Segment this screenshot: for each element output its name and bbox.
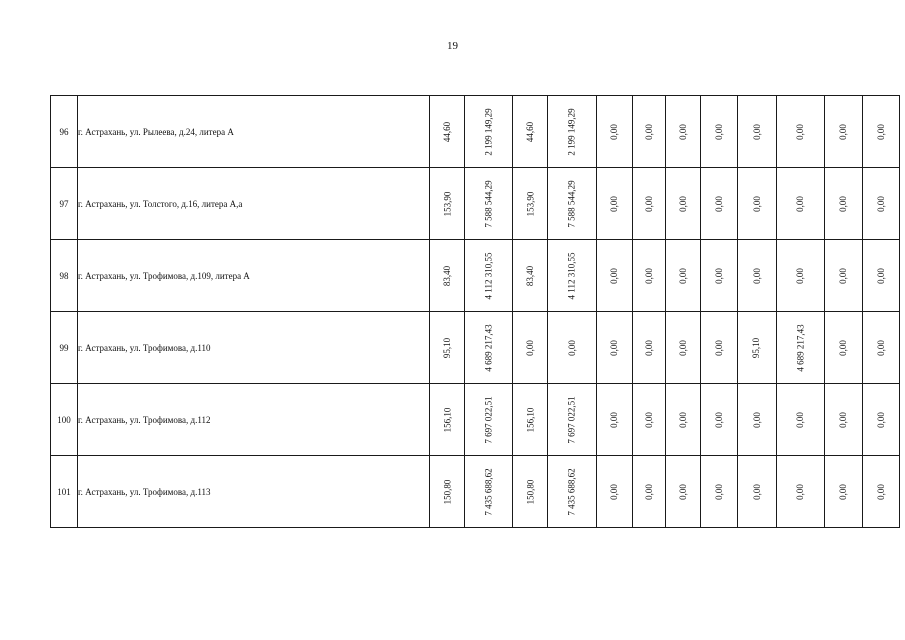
value-cell — [665, 312, 700, 384]
value-cell — [548, 456, 596, 528]
value-cell — [548, 168, 596, 240]
value-text: 2 199 149,29 — [483, 107, 494, 156]
value-text: 0,00 — [795, 123, 806, 140]
value-cell — [824, 384, 862, 456]
address-cell: г. Астрахань, ул. Трофимова, д.109, литера А — [78, 240, 430, 312]
value-cell — [430, 168, 465, 240]
value-cell — [665, 384, 700, 456]
address-cell: г. Астрахань, ул. Рылеева, д.24, литера А — [78, 96, 430, 168]
value-cell — [465, 240, 513, 312]
value-cell — [776, 456, 824, 528]
value-cell — [737, 96, 776, 168]
value-cell — [776, 312, 824, 384]
value-cell — [737, 384, 776, 456]
value-cell — [596, 456, 632, 528]
value-cell — [430, 312, 465, 384]
value-cell — [824, 96, 862, 168]
value-cell — [430, 96, 465, 168]
value-cell — [700, 456, 737, 528]
value-text: 0,00 — [677, 411, 688, 428]
value-text: 0,00 — [838, 195, 849, 212]
table-row — [51, 384, 900, 456]
value-cell — [513, 168, 548, 240]
value-text: 4 689 217,43 — [483, 323, 494, 372]
value-text: 0,00 — [609, 123, 619, 140]
value-cell — [665, 168, 700, 240]
value-text: 0,00 — [838, 123, 849, 140]
value-cell — [737, 240, 776, 312]
value-text: 0,00 — [713, 411, 724, 428]
value-cell — [513, 384, 548, 456]
row-number-cell: 96 — [51, 96, 78, 168]
value-cell — [596, 384, 632, 456]
value-cell — [513, 96, 548, 168]
value-cell — [824, 168, 862, 240]
row-number-cell: 101 — [51, 456, 78, 528]
value-text: 0,00 — [795, 411, 806, 428]
value-text: 4 112 310,55 — [483, 252, 494, 299]
value-cell — [700, 312, 737, 384]
row-number-cell: 97 — [51, 168, 78, 240]
value-cell — [465, 168, 513, 240]
value-text: 0,00 — [677, 267, 688, 284]
value-text: 0,00 — [643, 411, 654, 428]
value-cell — [465, 456, 513, 528]
value-text: 0,00 — [875, 411, 886, 428]
value-text: 0,00 — [677, 123, 688, 140]
value-text: 7 697 022,51 — [483, 395, 494, 444]
row-number-cell: 98 — [51, 240, 78, 312]
value-cell — [862, 240, 899, 312]
value-cell — [700, 96, 737, 168]
value-text: 0,00 — [609, 339, 619, 356]
value-text: 0,00 — [713, 123, 724, 140]
address-cell: г. Астрахань, ул. Трофимова, д.110 — [78, 312, 430, 384]
value-cell — [632, 168, 665, 240]
value-cell — [548, 96, 596, 168]
value-cell — [632, 384, 665, 456]
value-text: 83,40 — [442, 265, 452, 286]
value-text: 0,00 — [643, 483, 654, 500]
value-text: 0,00 — [677, 339, 688, 356]
value-text: 0,00 — [795, 267, 806, 284]
value-text: 156,10 — [442, 407, 452, 432]
value-cell — [596, 240, 632, 312]
value-text: 0,00 — [609, 195, 619, 212]
table-row — [51, 168, 900, 240]
value-cell — [862, 96, 899, 168]
value-cell — [862, 168, 899, 240]
table-row — [51, 456, 900, 528]
value-text: 0,00 — [838, 267, 849, 284]
value-text: 0,00 — [875, 339, 886, 356]
value-cell — [548, 312, 596, 384]
value-text: 7 588 544,29 — [483, 179, 494, 228]
value-text: 83,40 — [525, 265, 536, 286]
value-cell — [548, 240, 596, 312]
value-cell — [513, 240, 548, 312]
value-text: 4 689 217,43 — [795, 323, 806, 372]
value-text: 7 435 688,62 — [566, 467, 577, 516]
value-text: 0,00 — [677, 483, 688, 500]
value-text: 150,80 — [525, 479, 536, 504]
value-text: 0,00 — [795, 483, 806, 500]
value-cell — [632, 240, 665, 312]
value-text: 153,90 — [525, 191, 536, 216]
value-text: 0,00 — [609, 411, 619, 428]
address-cell: г. Астрахань, ул. Трофимова, д.112 — [78, 384, 430, 456]
value-cell — [737, 456, 776, 528]
value-text: 0,00 — [838, 411, 849, 428]
value-text: 0,00 — [751, 483, 762, 500]
value-cell — [700, 240, 737, 312]
value-text: 0,00 — [838, 483, 849, 500]
page-number: 19 — [447, 40, 458, 52]
value-cell — [465, 312, 513, 384]
value-cell — [700, 168, 737, 240]
value-cell — [548, 384, 596, 456]
value-text: 0,00 — [609, 483, 619, 500]
address-cell: г. Астрахань, ул. Толстого, д.16, литера А,а — [78, 168, 430, 240]
value-text: 0,00 — [609, 267, 619, 284]
value-text: 4 112 310,55 — [566, 252, 577, 299]
value-text: 0,00 — [713, 483, 724, 500]
value-text: 0,00 — [875, 195, 886, 212]
value-text: 0,00 — [875, 483, 886, 500]
value-cell — [632, 456, 665, 528]
value-cell — [776, 168, 824, 240]
value-text: 0,00 — [875, 123, 886, 140]
address-cell: г. Астрахань, ул. Трофимова, д.113 — [78, 456, 430, 528]
value-text: 44,60 — [442, 121, 452, 142]
value-text: 0,00 — [643, 195, 654, 212]
value-text: 0,00 — [838, 339, 849, 356]
value-text: 7 588 544,29 — [566, 179, 577, 228]
value-cell — [700, 384, 737, 456]
value-text: 7 697 022,51 — [566, 395, 577, 444]
value-cell — [596, 96, 632, 168]
value-text: 95,10 — [751, 337, 762, 358]
value-text: 95,10 — [442, 337, 452, 358]
value-text: 153,90 — [442, 191, 452, 216]
value-cell — [665, 96, 700, 168]
value-cell — [776, 384, 824, 456]
value-cell — [430, 456, 465, 528]
value-cell — [824, 456, 862, 528]
value-text: 0,00 — [677, 195, 688, 212]
value-text: 0,00 — [643, 339, 654, 356]
row-number-cell: 100 — [51, 384, 78, 456]
value-text: 0,00 — [751, 195, 762, 212]
value-text: 0,00 — [751, 123, 762, 140]
table-row — [51, 96, 900, 168]
value-cell — [862, 312, 899, 384]
value-cell — [824, 312, 862, 384]
table-row — [51, 312, 900, 384]
value-text: 0,00 — [525, 339, 536, 356]
table-row — [51, 240, 900, 312]
value-text: 0,00 — [751, 267, 762, 284]
value-cell — [430, 240, 465, 312]
value-cell — [632, 96, 665, 168]
value-cell — [862, 384, 899, 456]
row-number-cell: 99 — [51, 312, 78, 384]
value-text: 44,60 — [525, 121, 536, 142]
value-cell — [513, 312, 548, 384]
value-text: 0,00 — [875, 267, 886, 284]
value-cell — [465, 384, 513, 456]
value-text: 0,00 — [643, 123, 654, 140]
value-cell — [513, 456, 548, 528]
registry-table — [50, 95, 900, 528]
table-body — [51, 96, 900, 528]
value-cell — [737, 168, 776, 240]
value-text: 0,00 — [795, 195, 806, 212]
value-cell — [737, 312, 776, 384]
value-cell — [776, 240, 824, 312]
value-text: 7 435 688,62 — [483, 467, 494, 516]
value-cell — [665, 456, 700, 528]
value-cell — [430, 384, 465, 456]
value-text: 0,00 — [751, 411, 762, 428]
value-cell — [596, 312, 632, 384]
value-cell — [776, 96, 824, 168]
value-cell — [665, 240, 700, 312]
value-text: 0,00 — [713, 339, 724, 356]
value-text: 0,00 — [566, 339, 577, 356]
value-text: 0,00 — [713, 195, 724, 212]
value-text: 2 199 149,29 — [566, 107, 577, 156]
value-cell — [862, 456, 899, 528]
value-text: 156,10 — [525, 407, 536, 432]
value-text: 150,80 — [442, 479, 452, 504]
value-text: 0,00 — [713, 267, 724, 284]
value-cell — [824, 240, 862, 312]
value-cell — [632, 312, 665, 384]
value-cell — [596, 168, 632, 240]
value-text: 0,00 — [643, 267, 654, 284]
value-cell — [465, 96, 513, 168]
